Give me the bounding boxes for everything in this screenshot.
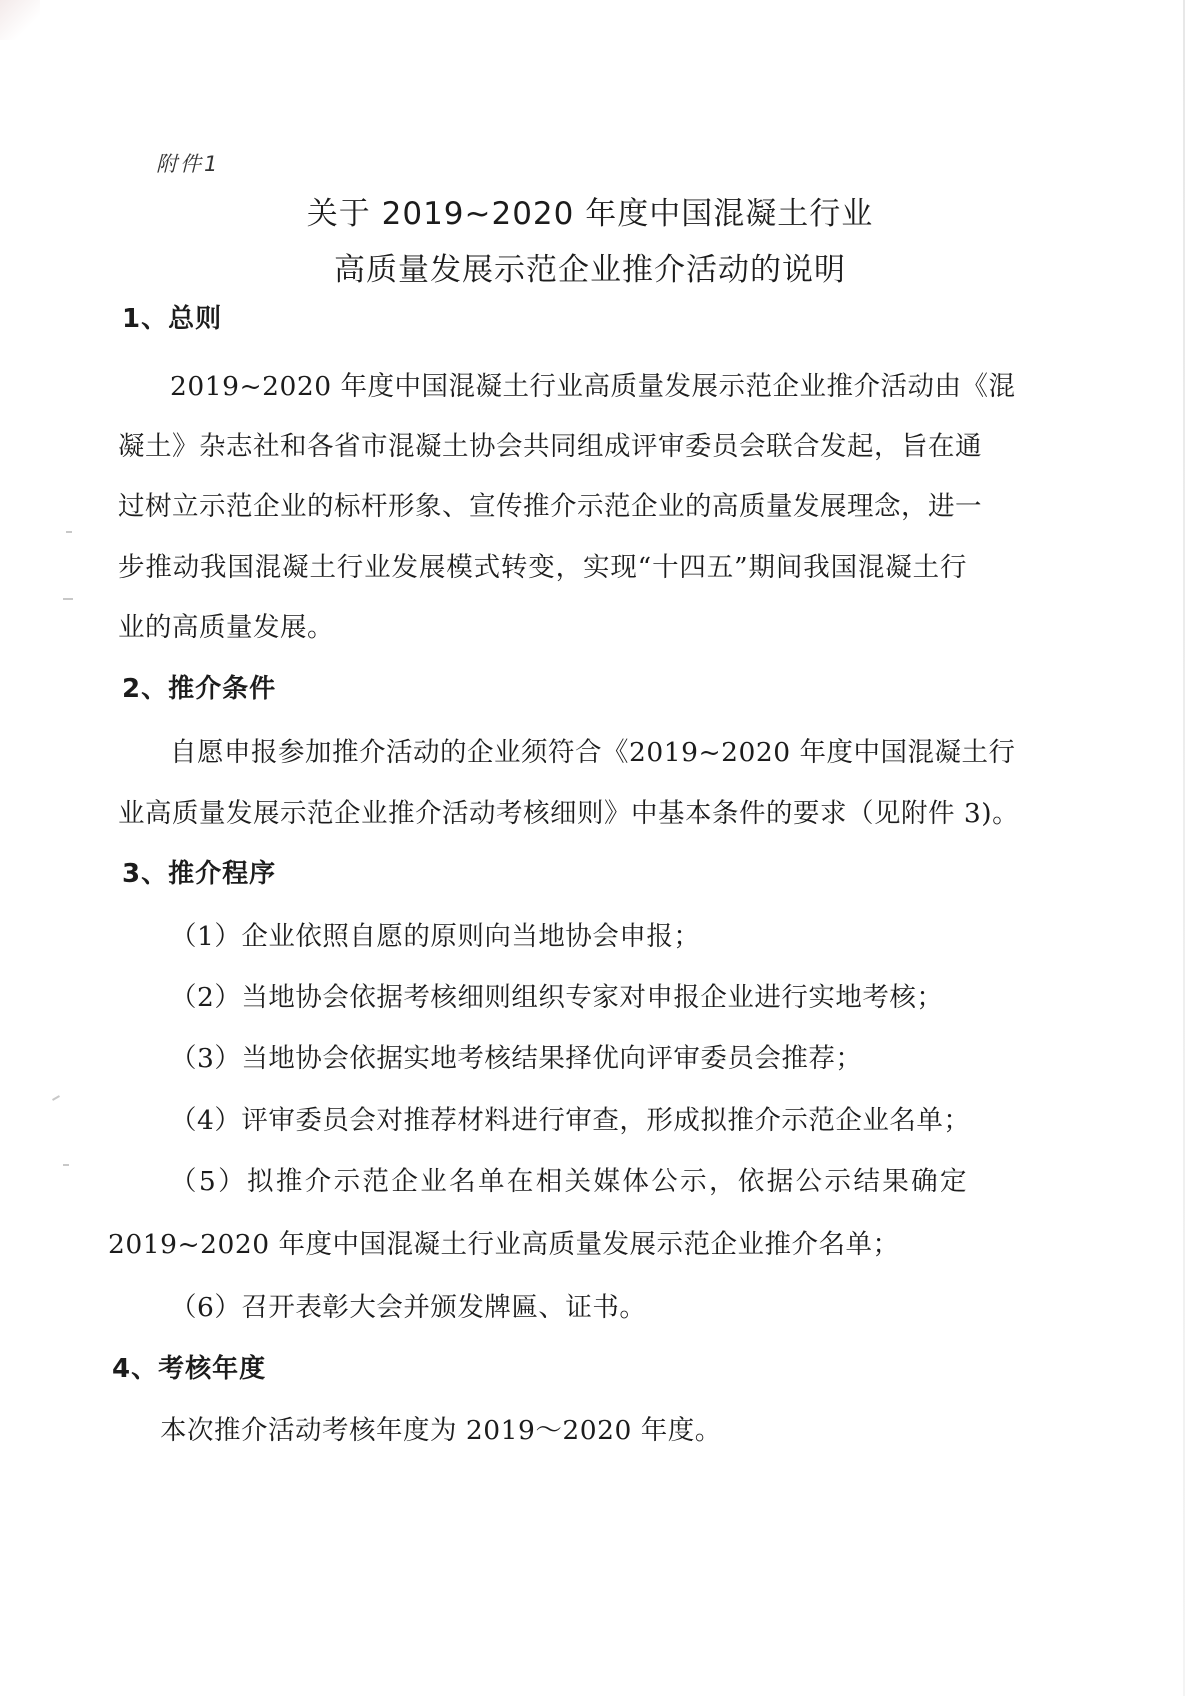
attachment-label: 附件1	[156, 152, 221, 176]
paragraph-line: 步推动我国混凝土行业发展模式转变，实现“十四五”期间我国混凝土行	[118, 552, 967, 583]
paragraph-line: 自愿申报参加推介活动的企业须符合《2019~2020 年度中国混凝土行	[170, 737, 1016, 768]
paragraph-line: 业高质量发展示范企业推介活动考核细则》中基本条件的要求（见附件 3)。	[118, 798, 1020, 829]
section-heading-assessment-year: 4、考核年度	[112, 1354, 267, 1384]
list-item: （1）企业依照自愿的原则向当地协会申报；	[170, 921, 701, 952]
list-item: （4）评审委员会对推荐材料进行审查，形成拟推介示范企业名单；	[170, 1105, 971, 1136]
page-edge-shadow	[1183, 0, 1185, 1696]
scan-speck	[63, 1164, 69, 1166]
scan-speck	[63, 598, 73, 600]
document-title-line-2: 高质量发展示范企业推介活动的说明	[334, 252, 846, 288]
paragraph-line: 业的高质量发展。	[118, 612, 334, 643]
paragraph-line: 本次推介活动考核年度为 2019～2020 年度。	[160, 1415, 722, 1446]
paragraph-line: 2019~2020 年度中国混凝土行业高质量发展示范企业推介活动由《混	[170, 371, 1016, 402]
list-item: （3）当地协会依据实地考核结果择优向评审委员会推荐；	[170, 1043, 863, 1074]
paragraph-line: 凝土》杂志社和各省市混凝土协会共同组成评审委员会联合发起，旨在通	[118, 431, 982, 462]
scan-stain	[0, 0, 40, 40]
section-heading-general: 1、总则	[122, 304, 223, 334]
list-item-continuation: 2019~2020 年度中国混凝土行业高质量发展示范企业推介名单；	[108, 1229, 900, 1260]
document-title-line-1: 关于 2019~2020 年度中国混凝土行业	[306, 196, 874, 232]
section-heading-procedure: 3、推介程序	[122, 859, 277, 889]
list-item: （2）当地协会依据考核细则组织专家对申报企业进行实地考核；	[170, 982, 944, 1013]
list-item: （5）拟推介示范企业名单在相关媒体公示，依据公示结果确定	[170, 1166, 967, 1197]
list-item: （6）召开表彰大会并颁发牌匾、证书。	[170, 1292, 647, 1323]
scan-speck	[52, 1095, 60, 1101]
scan-speck	[66, 531, 72, 533]
paragraph-line: 过树立示范企业的标杆形象、宣传推介示范企业的高质量发展理念，进一	[118, 491, 982, 522]
section-heading-conditions: 2、推介条件	[122, 674, 277, 704]
